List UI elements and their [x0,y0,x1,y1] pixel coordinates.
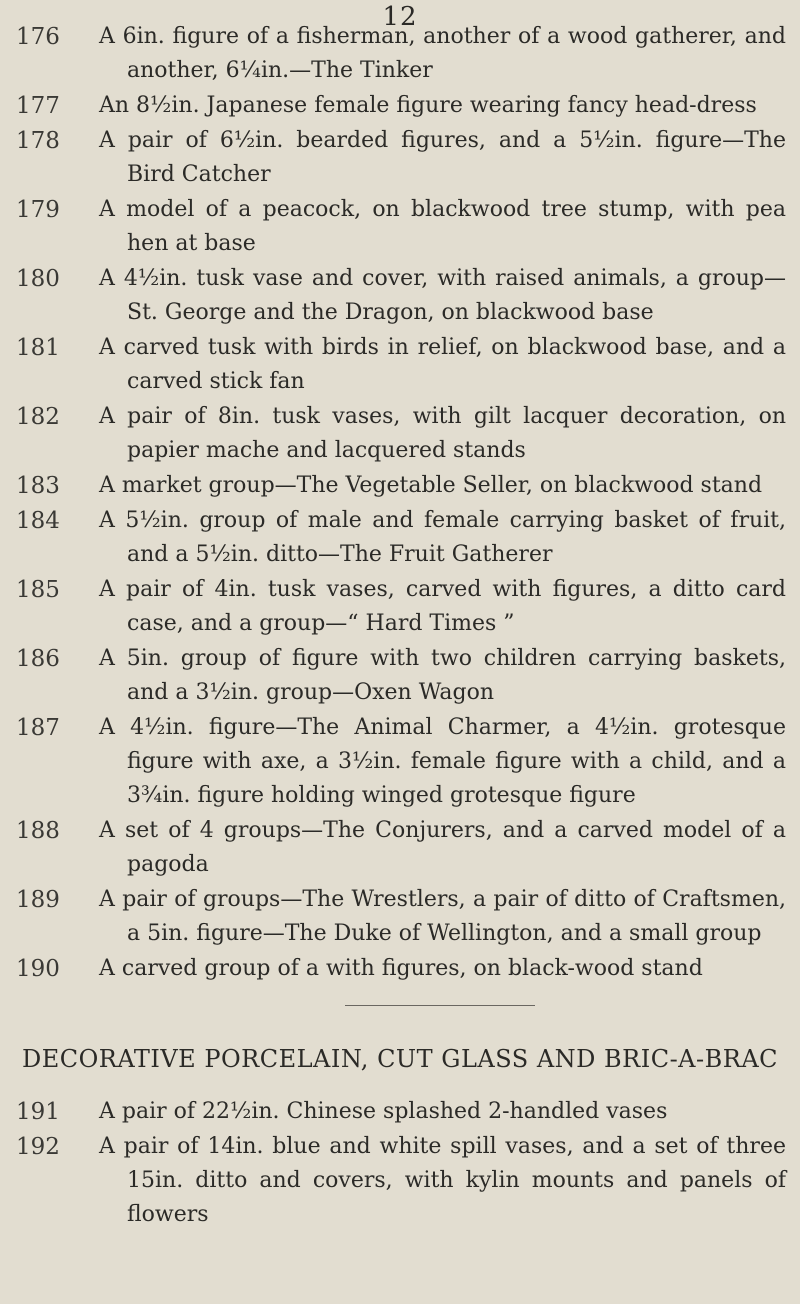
section-heading: DECORATIVE PORCELAIN, CUT GLASS AND BRIC-A-BRAC [21,1045,779,1073]
lot-entry [16,89,786,123]
lot-description: A 4½in. figure—The Animal Charmer, a 4½in. grotesque figure with axe, a 3½in. female figure with a child, and a 3¾in. figure holding winged grotesque figure [99,715,786,808]
lot-description: An 8½in. Japanese female figure wearing fancy head-dress [99,93,757,118]
lot-number: 178 [16,128,60,154]
lot-number: 189 [16,887,60,913]
lot-number: 181 [16,335,60,361]
lot-number: 191 [16,1099,60,1125]
lot-number: 190 [16,956,60,982]
lot-number: 188 [16,818,60,844]
lot-description: A pair of 22½in. Chinese splashed 2-handled vases [99,1099,668,1124]
lot-entry [16,883,786,951]
lot-entry [16,711,786,813]
lot-entry [16,193,786,261]
lot-description: A 6in. figure of a fisherman, another of a wood gatherer, and another, 6¼in.—The Tinker [99,24,786,83]
lot-description: A carved group of a with figures, on black-wood stand [99,956,703,981]
lot-number: 177 [16,93,60,119]
lot-number: 176 [16,24,60,50]
lot-entry [16,1130,786,1232]
lot-description: A 4½in. tusk vase and cover, with raised animals, a group—St. George and the Dragon, on blackwood base [99,266,786,325]
lot-entry [16,1095,786,1129]
lot-entry [16,469,786,503]
lot-description: A 5in. group of figure with two children carrying baskets, and a 3½in. group—Oxen Wagon [99,646,786,705]
lot-entry [16,814,786,882]
lot-number: 179 [16,197,60,223]
lot-entry [16,20,786,88]
lot-description: A pair of 4in. tusk vases, carved with figures, a ditto card case, and a group—“ Hard Times ” [99,577,786,636]
lot-description: A pair of groups—The Wrestlers, a pair of ditto of Craftsmen, a 5in. figure—The Duke of Wellington, and a small group [99,887,786,946]
lot-description: A 5½in. group of male and female carrying basket of fruit, and a 5½in. ditto—The Fruit Gatherer [99,508,786,567]
lot-description: A set of 4 groups—The Conjurers, and a carved model of a pagoda [99,818,786,877]
lot-description: A market group—The Vegetable Seller, on blackwood stand [99,473,763,498]
section-divider [345,1005,535,1006]
lot-entry [16,952,786,986]
lot-entry [16,124,786,192]
lot-entry [16,400,786,468]
lot-description: A carved tusk with birds in relief, on blackwood base, and a carved stick fan [99,335,786,394]
lot-number: 180 [16,266,60,292]
lot-number: 186 [16,646,60,672]
lot-number: 187 [16,715,60,741]
page-number: 12 [382,2,418,32]
lot-description: A pair of 8in. tusk vases, with gilt lacquer decoration, on papier mache and lacquered stands [99,404,786,463]
lot-entry [16,573,786,641]
lot-number: 192 [16,1134,60,1160]
lot-entry [16,262,786,330]
lot-entry [16,642,786,710]
lot-number: 185 [16,577,60,603]
lot-description: A pair of 6½in. bearded figures, and a 5½in. figure—The Bird Catcher [99,128,786,187]
lot-entry [16,331,786,399]
lot-description: A model of a peacock, on blackwood tree stump, with pea hen at base [99,197,786,256]
lot-number: 182 [16,404,60,430]
lot-description: A pair of 14in. blue and white spill vases, and a set of three 15in. ditto and covers, with kylin mounts and panels of flowers [99,1134,786,1227]
lot-number: 184 [16,508,60,534]
lot-entry [16,504,786,572]
lot-number: 183 [16,473,60,499]
